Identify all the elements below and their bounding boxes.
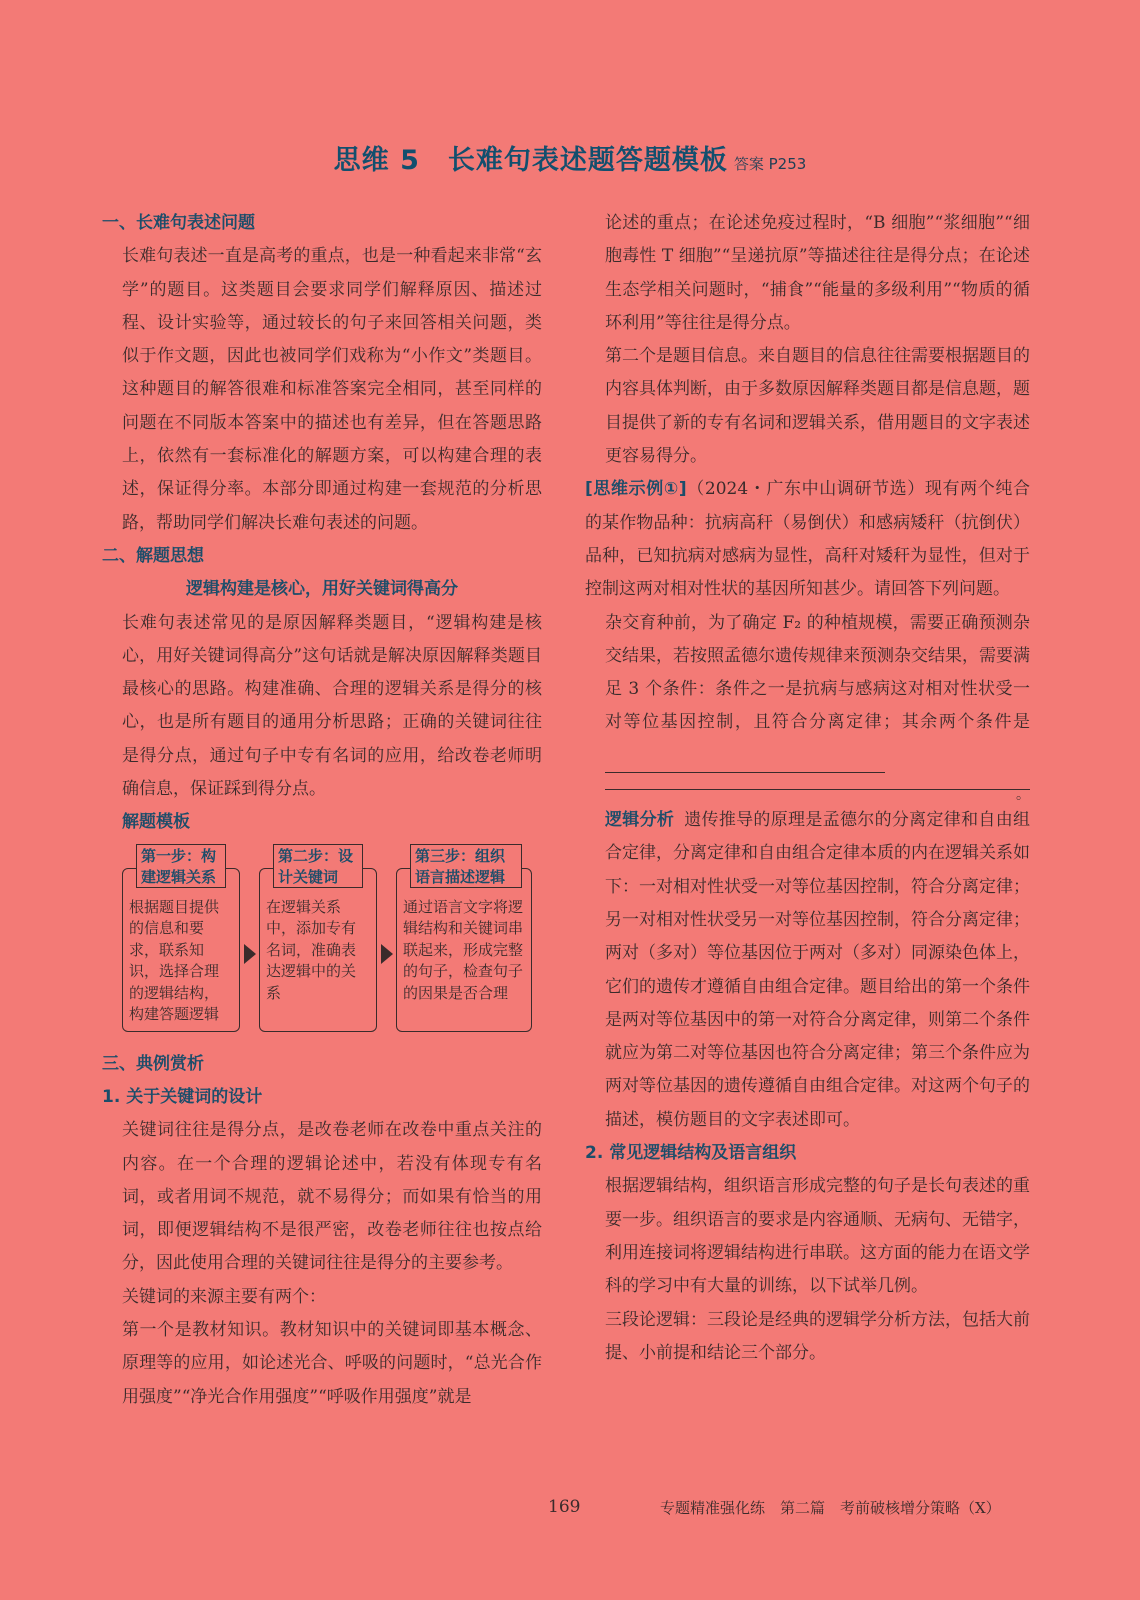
right-column (585, 207, 1030, 1370)
example-tag: [思维示例①] (585, 479, 687, 500)
example-block (585, 473, 1030, 606)
step-1-head: 第一步：构建逻辑关系 (136, 844, 226, 888)
example-text: （2024・广东中山调研节选）现有两个纯合的某作物品种：抗病高秆（易倒伏）和感病矮秆（抗倒伏）品种，已知抗病对感病为显性，高秆对矮秆为显性，但对于控制这两对相对性状的基因所知甚少。请回答下列问题。 (585, 479, 1031, 600)
section2-paragraph: 长难句表述常见的是原因解释类题目，“逻辑构建是核心，用好关键词得高分”这句话就是解决原因解释类题目最核心的思路。构建准确、合理的逻辑关系是得分的核心，也是所有题目的通用分析思路；正确的关键词往往是得分点，通过句子中专有名词的应用，给改卷老师明确信息，保证踩到得分点。 (122, 612, 542, 800)
step-3-body: 通过语言文字将逻辑结构和关键词串联起来，形成完整的句子，检查句子的因果是否合理 (396, 868, 532, 1032)
section2-motto: 逻辑构建是核心，用好关键词得高分 (186, 579, 458, 600)
arrow-icon (244, 944, 256, 964)
section3-sub1: 1. 关于关键词的设计 (102, 1086, 263, 1107)
section3-sub2: 2. 常见逻辑结构及语言组织 (585, 1143, 797, 1164)
page-title (0, 138, 1140, 177)
solution-template-diagram (122, 844, 542, 1040)
section3-paragraph-1: 关键词往往是得分点，是改卷老师在改卷中重点关注的内容。在一个合理的逻辑论述中，若没有体现专有名词，或者用词不规范，就不易得分；而如果有恰当的用词，即便逻辑结构不是很严密，改卷老师往往也按点给分，因此使用合理的关键词往往是得分的主要参考。 (122, 1120, 542, 1274)
step-1-body: 根据题目提供的信息和要求，联系知识，选择合理的逻辑结构，构建答题逻辑 (122, 868, 240, 1032)
right-paragraph-2: 第二个是题目信息。来自题目的信息往往需要根据题目的内容具体判断，由于多数原因解释类题目都是信息题，题目提供了新的专有名词和逻辑关系，借用题目的文字表述更容易得分。 (605, 346, 1030, 467)
title-main: 思维 5 长难句表述题答题模板 (333, 145, 728, 176)
blank-end: 。 (1016, 787, 1030, 804)
example-question-text: 杂交育种前，为了确定 F₂ 的种植规模，需要正确预测杂交结果，若按照孟德尔遗传规律来预测杂交结果，需要满足 3 个条件：条件之一是抗病与感病这对相对性状受一对等位基因控制，且符合分离定律；其余两个条件是 (605, 612, 1030, 733)
template-heading: 解题模板 (122, 812, 190, 833)
running-footer: 专题精准强化练 第二篇 考前破核增分策略（X） (660, 1499, 1001, 1517)
right-paragraph-4: 三段论逻辑：三段论是经典的逻辑学分析方法，包括大前提、小前提和结论三个部分。 (605, 1309, 1030, 1363)
logic-label: 逻辑分析 (605, 810, 675, 831)
answer-ref: 答案 P253 (733, 155, 807, 173)
logic-analysis (585, 804, 1030, 1137)
arrow-icon (381, 944, 393, 964)
section3-paragraph-2: 关键词的来源主要有两个： (122, 1286, 326, 1307)
example-question (585, 607, 1030, 773)
left-column (102, 207, 542, 1414)
section2-heading: 二、解题思想 (102, 545, 204, 566)
page-number: 169 (548, 1497, 581, 1517)
step-2-head: 第二步：设计关键词 (273, 844, 363, 888)
logic-text: 遗传推导的原理是孟德尔的分离定律和自由组合定律，分离定律和自由组合定律本质的内在逻辑关系如下：一对相对性状受一对等位基因控制，符合分离定律；另一对相对性状受另一对等位基因控制，符合分离定律；两对（多对）等位基因位于两对（多对）同源染色体上，它们的遗传才遵循自由组合定律。题目给出的第一个条件是两对等位基因中的第一对符合分离定律，则第二个条件就应为第二对等位基因也符合分离定律；第三个条件应为两对等位基因的遗传遵循自由组合定律。对这两个句子的描述，模仿题目的文字表述即可。 (605, 810, 1031, 1130)
section3-paragraph-3: 第一个是教材知识。教材知识中的关键词即基本概念、原理等的应用，如论述光合、呼吸的问题时，“总光合作用强度”“净光合作用强度”“呼吸作用强度”就是 (122, 1320, 542, 1407)
step-3-head: 第三步：组织语言描述逻辑 (410, 844, 522, 888)
section3-heading: 三、典例赏析 (102, 1053, 204, 1074)
section1-paragraph: 长难句表述一直是高考的重点，也是一种看起来非常“玄学”的题目。这类题目会要求同学们解释原因、描述过程、设计实验等，通过较长的句子来回答相关问题，类似于作文题，因此也被同学们戏称为“小作文”类题目。这种题目的解答很难和标准答案完全相同，甚至同样的问题在不同版本答案中的描述也有差异，但在答题思路上，依然有一套标准化的解题方案，可以构建合理的表述，保证得分率。本部分即通过构建一套规范的分析思路，帮助同学们解决长难句表述的问题。 (122, 246, 542, 533)
section1-heading: 一、长难句表述问题 (102, 213, 255, 233)
answer-blank-line[interactable] (605, 773, 1030, 804)
answer-blank[interactable] (605, 754, 885, 773)
right-paragraph-3: 根据逻辑结构，组织语言形成完整的句子是长句表述的重要一步。组织语言的要求是内容通顺、无病句、无错字，利用连接词将逻辑结构进行串联。这方面的能力在语文学科的学习中有大量的训练，以下试举几例。 (605, 1176, 1030, 1297)
step-2-body: 在逻辑关系中，添加专有名词，准确表达逻辑中的关系 (259, 868, 377, 1032)
right-paragraph-1: 论述的重点；在论述免疫过程时，“B 细胞”“浆细胞”“细胞毒性 T 细胞”“呈递抗原”等描述往往是得分点；在论述生态学相关问题时，“捕食”“能量的多级利用”“物质的循环利用”等往往是得分点。 (605, 213, 1030, 333)
